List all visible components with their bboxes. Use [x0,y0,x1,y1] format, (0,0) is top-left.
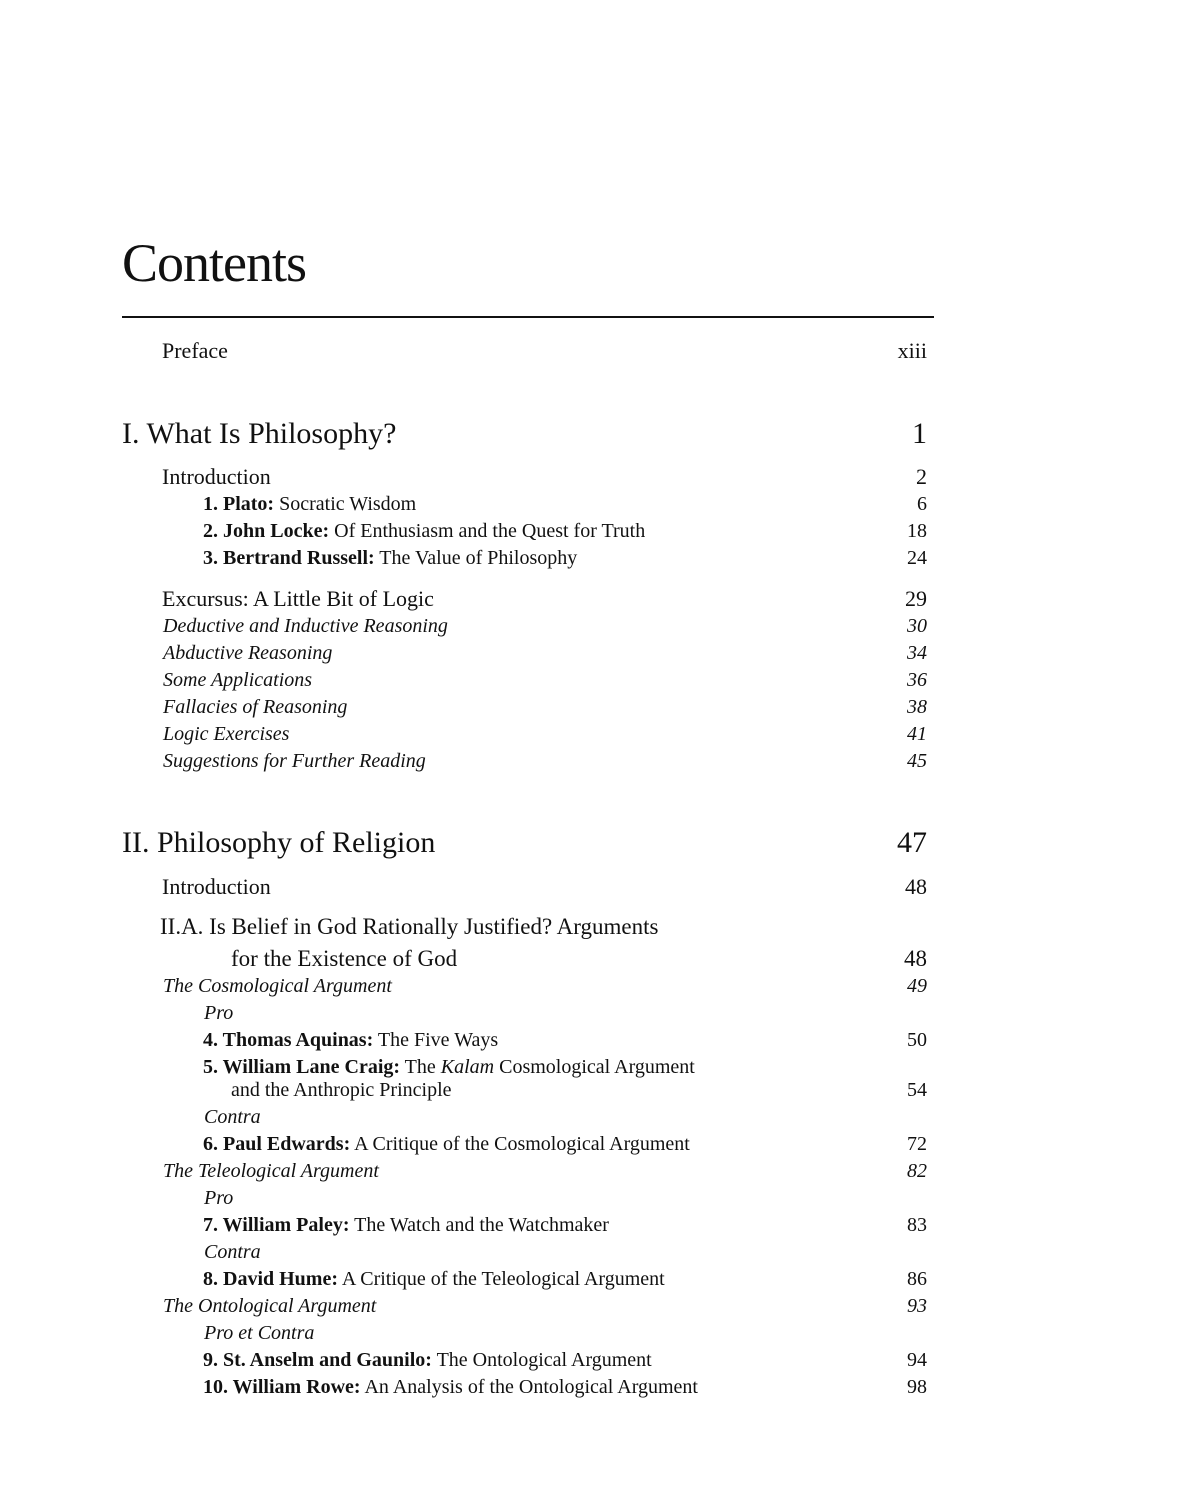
toc-entry-author: 4. Thomas Aquinas: [203,1029,374,1051]
toc-page-number: 49 [907,975,927,997]
toc-entry-title [122,417,396,451]
toc-entry-title [203,1056,695,1079]
toc-entry-title [163,642,332,665]
toc-entry-title [162,338,228,364]
toc-page-number: 94 [907,1349,927,1371]
toc-entry-text: Contra [204,1106,261,1128]
toc-entry-author: 10. William Rowe: [203,1376,361,1398]
toc-entry-title [203,1376,698,1399]
toc-page-number: 48 [905,874,927,899]
toc-page-number: 18 [907,520,927,542]
toc-entry-title [203,1133,690,1156]
toc-entry-text: Introduction [162,874,271,899]
toc-entry-text: An Analysis of the Ontological Argument [360,1376,698,1398]
toc-page-number: 72 [907,1133,927,1155]
toc-entry-text: II. Philosophy of Religion [122,826,436,859]
toc-entry-author: 6. Paul Edwards: [203,1133,351,1155]
toc-entry-title [203,1268,665,1291]
toc-entry-text: Of Enthusiasm and the Quest for Truth [329,520,646,542]
toc-entry-text: Suggestions for Further Reading [163,750,426,772]
toc-entry-title [162,874,271,900]
title-rule [122,316,934,318]
toc-entry-text: Excursus: A Little Bit of Logic [162,586,434,611]
toc-entry-text: Pro [204,1187,234,1209]
toc-page-number: 82 [907,1160,927,1182]
toc-page-number: xiii [897,338,927,363]
toc-page-number: 83 [907,1214,927,1236]
toc-page-number: 1 [912,417,927,450]
toc-entry-title [203,520,645,543]
toc-entry-author: 5. William Lane Craig: [203,1056,401,1078]
toc-entry-title [163,1160,379,1183]
toc-entry-title [163,669,312,692]
toc-entry-title [204,1241,261,1264]
toc-entry-text: I. What Is Philosophy? [122,417,397,450]
toc-entry-text: II.A. Is Belief in God Rationally Justified? Arguments [160,914,659,939]
toc-entry-text: Pro et Contra [204,1322,315,1344]
toc-page-number: 6 [917,493,927,515]
toc-entry-title [163,975,392,998]
toc-entry-author: 8. David Hume: [203,1268,338,1290]
page-title: Contents [122,233,307,293]
toc-page-number: 36 [907,669,927,691]
toc-entry-text-after: Cosmological Argument [494,1056,695,1078]
toc-entry-text: The Ontological Argument [431,1349,652,1371]
toc-entry-author: 9. St. Anselm and Gaunilo: [203,1349,432,1371]
toc-entry-title [204,1187,233,1210]
toc-entry-text: The Watch and the Watchmaker [349,1214,609,1236]
toc-page-number: 45 [907,750,927,772]
toc-page-number: 38 [907,696,927,718]
toc-page-number: 48 [904,946,927,971]
toc-entry-text: Introduction [162,464,271,489]
toc-entry-title [162,464,271,490]
toc-entry-title [122,826,435,860]
toc-entry-author: 2. John Locke: [203,520,330,542]
toc-entry-title [231,1079,452,1102]
toc-entry-title [163,1295,376,1318]
toc-page-number: 98 [907,1376,927,1398]
toc-entry-title [163,615,448,638]
toc-page-number: 54 [907,1079,927,1101]
toc-entry-title [163,723,289,746]
toc-entry-title [204,1002,233,1025]
toc-entry-text: The Value of Philosophy [374,547,578,569]
toc-entry-text: The [400,1056,441,1078]
toc-entry-text: Fallacies of Reasoning [163,696,348,718]
toc-page-number: 41 [907,723,927,745]
toc-entry-author: 3. Bertrand Russell: [203,547,375,569]
toc-entry-text: A Critique of the Cosmological Argument [350,1133,690,1155]
toc-entry-text: Socratic Wisdom [274,493,417,515]
toc-page-number: 29 [905,586,927,611]
toc-page-number: 34 [907,642,927,664]
toc-entry-title [204,1322,314,1345]
toc-entry-author: 7. William Paley: [203,1214,350,1236]
toc-entry-title [163,696,347,719]
toc-page-number: 2 [916,464,927,489]
toc-page-number: 50 [907,1029,927,1051]
toc-entry-text: for the Existence of God [231,946,458,971]
toc-page-number: 24 [907,547,927,569]
toc-page-number: 47 [897,826,927,859]
toc-entry-title [203,547,577,570]
toc-entry-text: The Five Ways [373,1029,499,1051]
toc-entry-text: Abductive Reasoning [163,642,333,664]
toc-page-number: 86 [907,1268,927,1290]
toc-entry-text: Contra [204,1241,261,1263]
toc-entry-title [204,1106,261,1129]
toc-entry-text: The Ontological Argument [163,1295,377,1317]
toc-entry-text: Logic Exercises [163,723,290,745]
toc-entry-title [203,493,416,516]
toc-entry-text: and the Anthropic Principle [231,1079,452,1101]
toc-page-number: 93 [907,1295,927,1317]
toc-entry-italic: Kalam [440,1056,495,1078]
toc-entry-title [160,914,658,940]
toc-entry-title [203,1349,652,1372]
toc-entry-title [203,1214,609,1237]
toc-entry-title [231,946,457,972]
toc-entry-text: Preface [162,338,228,363]
toc-entry-text: Pro [204,1002,234,1024]
toc-entry-title [163,750,426,773]
toc-entry-title [203,1029,498,1052]
toc-entry-title [162,586,434,612]
toc-entry-text: Deductive and Inductive Reasoning [163,615,448,637]
toc-entry-text: The Cosmological Argument [163,975,392,997]
toc-page-number: 30 [907,615,927,637]
toc-entry-author: 1. Plato: [203,493,275,515]
toc-entry-text: A Critique of the Teleological Argument [338,1268,665,1290]
toc-entry-text: The Teleological Argument [163,1160,379,1182]
toc-entry-text: Some Applications [163,669,313,691]
